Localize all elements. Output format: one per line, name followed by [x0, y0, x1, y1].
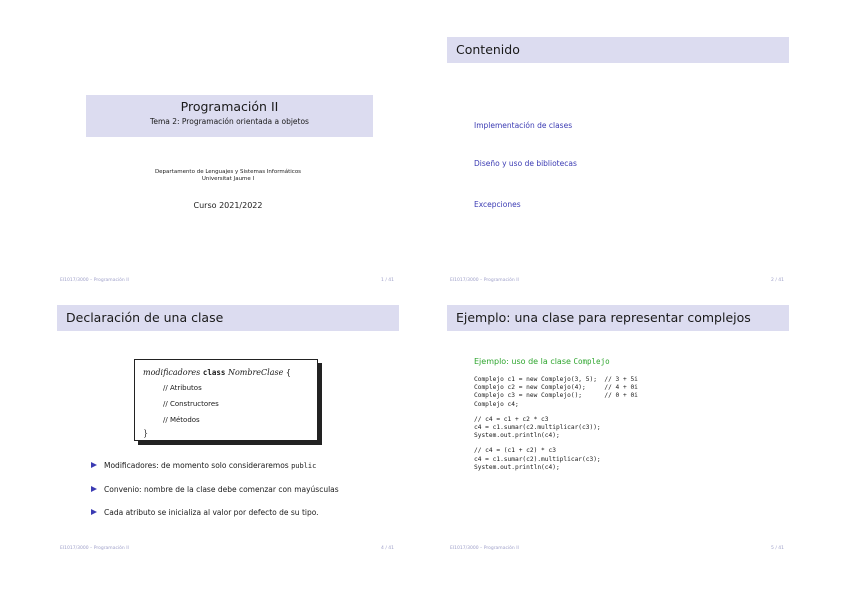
toc-item-diseno[interactable]: Diseño y uso de bibliotecas: [474, 159, 577, 168]
title-box: [86, 95, 373, 137]
footer-course: EI1017/3000 – Programación II: [450, 278, 519, 283]
presentation-title: Programación II: [180, 99, 279, 114]
bullet-triangle-icon: [91, 509, 97, 515]
frame-title: Ejemplo: una clase para representar complejos: [447, 305, 789, 331]
course-year: Curso 2021/2022: [193, 201, 263, 210]
syntax-box: [134, 359, 318, 441]
slide-footer: [57, 278, 399, 286]
footer-page: 1 / 41: [381, 278, 394, 283]
code-gap: [474, 440, 638, 447]
bullet-text: Convenio: nombre de la clase debe comenzar con mayúsculas: [104, 484, 339, 494]
code-gap: [474, 409, 638, 416]
bullet-item: [91, 508, 339, 532]
syntax-modifiers: modificadores: [143, 368, 201, 377]
code-line: System.out.println(c4);: [474, 432, 560, 440]
slide-footer: [57, 546, 399, 554]
code-line: // c4 = (c1 + c2) * c3: [474, 447, 556, 455]
presentation-subtitle: Tema 2: Programación orientada a objetos: [150, 117, 309, 126]
slide-footer: [447, 546, 789, 554]
syntax-close-brace: }: [143, 429, 149, 438]
slide-footer: [447, 278, 789, 286]
example-title-code: Complejo: [573, 357, 610, 366]
institution: [57, 169, 399, 183]
toc-item-excepciones[interactable]: Excepciones: [474, 200, 521, 209]
department: Departamento de Lenguajes y Sistemas Informáticos: [154, 169, 302, 175]
code-line: System.out.println(c4);: [474, 463, 560, 471]
code-line: c4 = c1.sumar(c2.multiplicar(c3));: [474, 424, 601, 432]
frame-title: Contenido: [447, 37, 789, 63]
example-block: [474, 357, 638, 472]
slide-class-declaration: [57, 305, 399, 560]
code-line: // c4 = c1 + c2 * c3: [474, 415, 549, 423]
syntax-keyword: class: [202, 368, 226, 377]
bullet-code: public: [291, 462, 317, 470]
code-line: Complejo c3 = new Complejo(); // 0 + 0i: [474, 392, 638, 400]
toc-item-implementacion[interactable]: Implementación de clases: [474, 121, 573, 130]
code-line: Complejo c4;: [474, 400, 519, 408]
code-line: c4 = c1.sumar(c2).multiplicar(c3);: [474, 455, 601, 463]
code-line: Complejo c2 = new Complejo(4); // 4 + 0i: [474, 384, 638, 392]
bullet-item: [91, 461, 339, 485]
footer-course: EI1017/3000 – Programación II: [60, 278, 129, 283]
slide-example: [447, 305, 789, 560]
bullet-triangle-icon: [91, 486, 97, 492]
syntax-methods: // Métodos: [163, 416, 200, 424]
bullet-item: [91, 485, 339, 509]
footer-course: EI1017/3000 – Programación II: [450, 546, 519, 551]
footer-page: 4 / 41: [381, 546, 394, 551]
frame-title: Declaración de una clase: [57, 305, 399, 331]
bullet-text: Modificadores: de momento solo consideraremos: [104, 461, 289, 470]
bullet-text: Cada atributo se inicializa al valor por defecto de su tipo.: [104, 508, 319, 517]
footer-page: 2 / 41: [771, 278, 784, 283]
example-title-text: Ejemplo: uso de la clase: [474, 357, 571, 366]
slide-title: [57, 37, 399, 292]
bullet-triangle-icon: [91, 462, 97, 468]
slide-contents: [447, 37, 789, 292]
syntax-attributes: // Atributos: [163, 384, 202, 392]
footer-page: 5 / 41: [771, 546, 784, 551]
syntax-open-brace: {: [285, 368, 291, 377]
syntax-classname: NombreClase: [227, 368, 284, 377]
syntax-constructors: // Constructores: [163, 400, 219, 408]
university: Universitat Jaume I: [201, 176, 255, 182]
example-title: [474, 357, 638, 366]
footer-course: EI1017/3000 – Programación II: [60, 546, 129, 551]
bullet-list: [91, 461, 339, 532]
code-line: Complejo c1 = new Complejo(3, 5); // 3 + 5i: [474, 376, 638, 383]
syntax-header: [143, 368, 291, 377]
